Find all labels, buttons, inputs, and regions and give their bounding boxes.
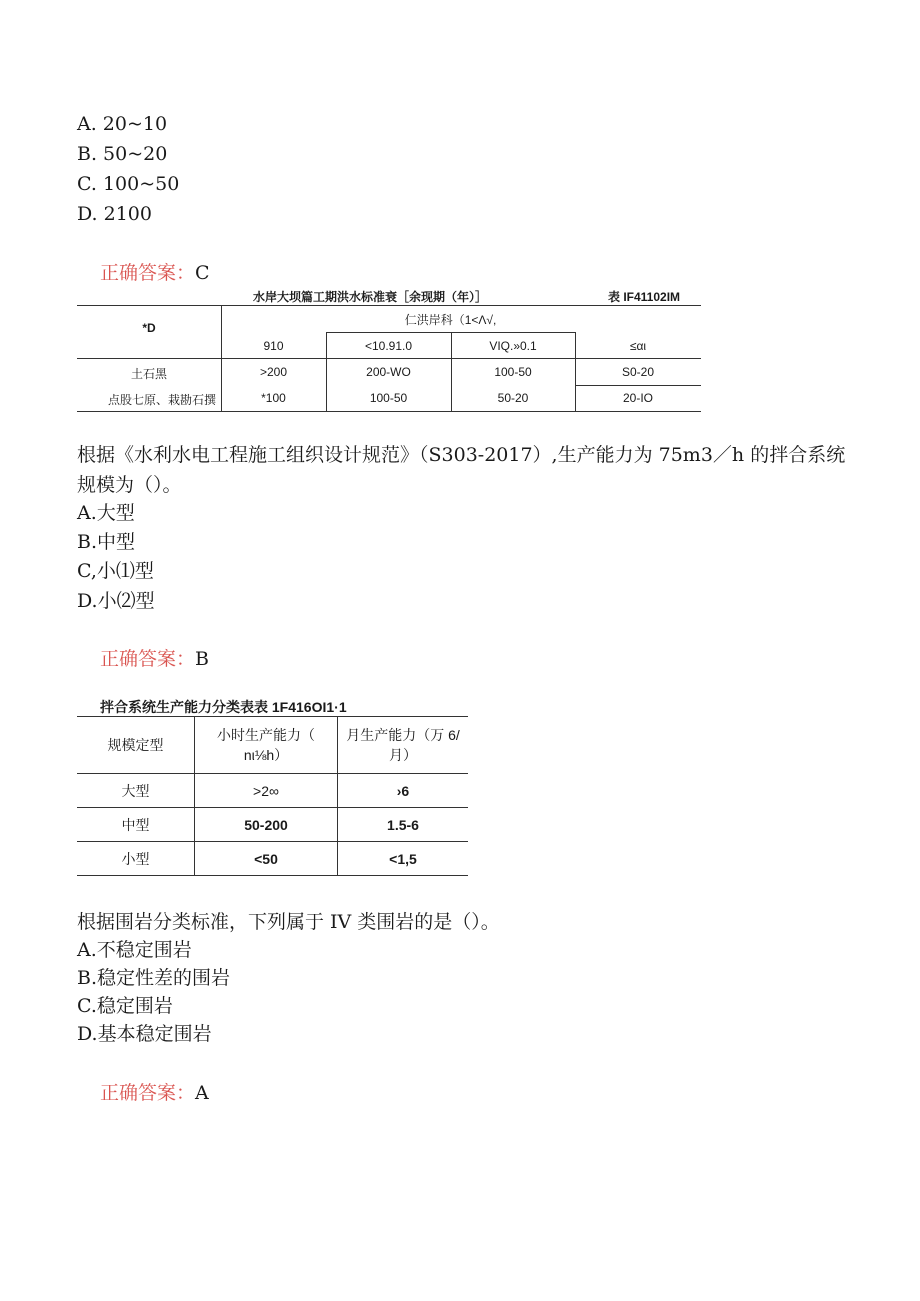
answer-value: C xyxy=(195,262,210,284)
table1-cell: *100 xyxy=(261,391,286,405)
table2-cell: <50 xyxy=(195,842,338,876)
answer-label: 正确答案： xyxy=(100,648,196,670)
table1-col-header: ≤αι xyxy=(629,339,647,353)
table2-cell: 50-200 xyxy=(195,808,338,842)
table1-col-header: 910 xyxy=(263,339,284,353)
q1-option-b: B. 50~20 xyxy=(77,143,168,165)
table2-caption: 拌合系统生产能力分类表表 1F416OI1·1 xyxy=(100,699,347,715)
q2-stem-line2: 规模为（）。 xyxy=(77,474,182,496)
table1-cell: 100-50 xyxy=(494,365,532,379)
table1-caption: 水岸大坝篇工期洪水标准衰［余现期（年）］ xyxy=(253,290,488,304)
flood-standard-table xyxy=(77,288,701,412)
q3-stem: 根据围岩分类标准，下列属于 IV 类围岩的是（）。 xyxy=(77,911,500,933)
answer-value: B xyxy=(195,648,209,670)
table1-cell: 100-50 xyxy=(369,391,408,405)
q2-option-b: B.中型 xyxy=(77,531,136,553)
q3-option-c: C.稳定围岩 xyxy=(77,995,173,1017)
q1-option-a: A. 20~10 xyxy=(77,113,168,135)
table1-cell: 50-20 xyxy=(497,391,529,405)
table1-group-header: 仁洪岸科（1<Λ√, xyxy=(404,313,497,327)
table2-row-label: 大型 xyxy=(77,774,195,808)
q3-option-d: D.基本稳定围岩 xyxy=(77,1023,212,1045)
answer-label: 正确答案： xyxy=(100,1082,196,1104)
answer-value: A xyxy=(195,1082,209,1104)
table2-header: 月生产能力（万 6/ 月） xyxy=(338,717,469,774)
table2-row-label: 小型 xyxy=(77,842,195,876)
q1-option-d: D. 2100 xyxy=(77,203,152,225)
table2-cell: ›6 xyxy=(338,774,469,808)
q2-option-d: D.小⑵型 xyxy=(77,590,155,612)
table2-row-label: 中型 xyxy=(77,808,195,842)
table1-cell: 20-IO xyxy=(622,391,653,405)
table1-cell: S0-20 xyxy=(621,365,655,379)
table2-cell: 1.5-6 xyxy=(338,808,469,842)
table1-row-header: *D xyxy=(142,321,156,335)
q1-answer xyxy=(100,261,210,285)
table2-header: 小时生产能力（ nι⅛h） xyxy=(195,717,338,774)
table2-header: 规模定型 xyxy=(77,717,195,774)
q2-answer xyxy=(100,647,209,671)
mixing-capacity-table xyxy=(77,716,468,876)
table1-row-label: 点股七原、栽勘石撰 xyxy=(107,393,216,407)
q3-option-b: B.稳定性差的围岩 xyxy=(77,967,231,989)
table1-cell: >200 xyxy=(259,365,288,379)
table1-cell: 200-WO xyxy=(366,365,411,379)
table2-cell: <1,5 xyxy=(338,842,469,876)
q3-answer xyxy=(100,1081,209,1105)
table2-cell: >2∞ xyxy=(195,774,338,808)
q3-option-a: A.不稳定围岩 xyxy=(77,939,192,961)
table1-code: 表 IF41102IM xyxy=(608,290,681,304)
table1-row-label: 土石黑 xyxy=(130,367,167,381)
q2-option-a: A.大型 xyxy=(77,502,135,524)
answer-label: 正确答案： xyxy=(100,262,196,284)
q1-option-c: C. 100~50 xyxy=(77,173,180,195)
q2-option-c: C,小⑴型 xyxy=(77,560,154,582)
table1-col-header: <10.91.0 xyxy=(364,339,413,353)
q2-stem-line1: 根据《水利水电工程施工组织设计规范》（S303-2017）,生产能力为 75m3／h 的拌合系统 xyxy=(77,444,846,466)
table1-col-header: VIQ.»0.1 xyxy=(489,339,537,353)
